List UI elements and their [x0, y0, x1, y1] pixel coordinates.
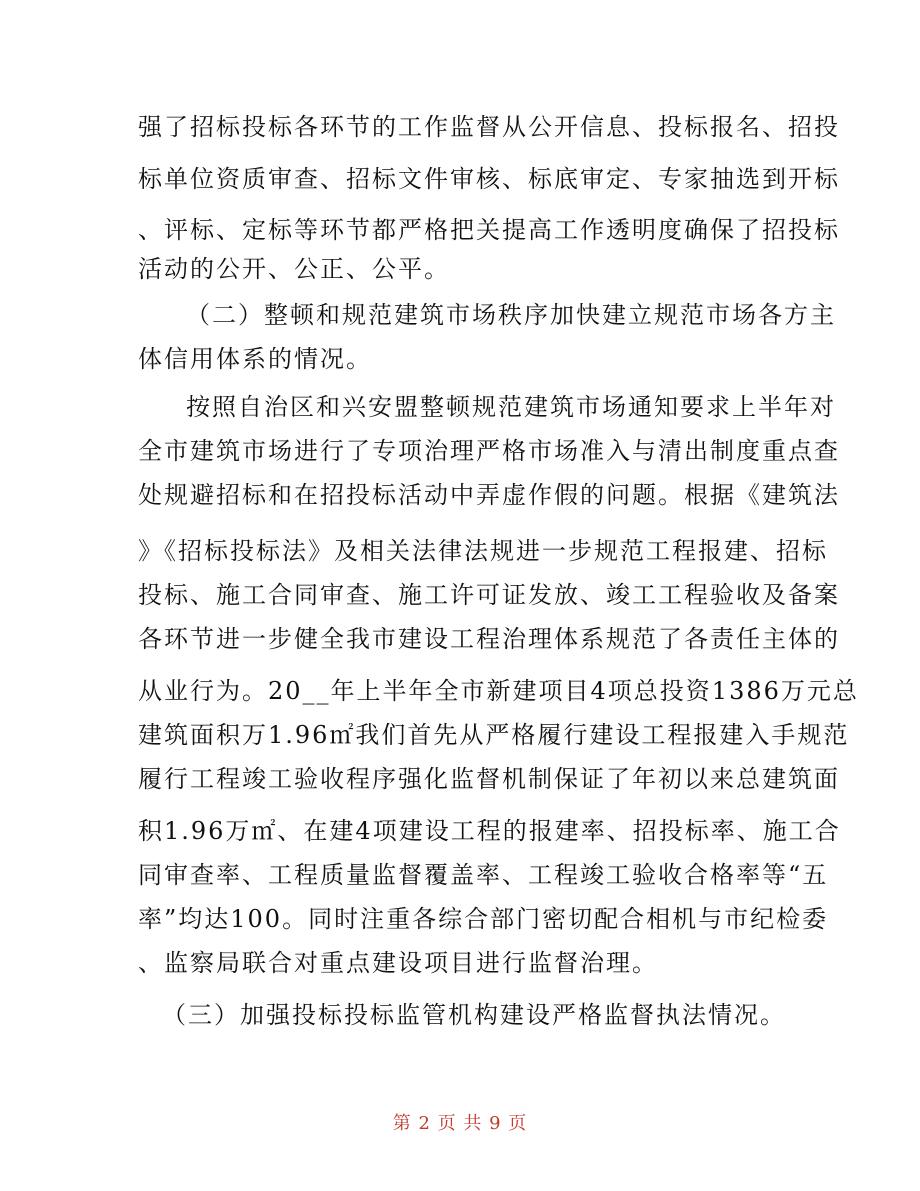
- body-line: 全市建筑市场进行了专项治理严格市场准入与清出制度重点查: [138, 437, 840, 465]
- body-line: 同审查率、工程质量监督覆盖率、工程竣工验收合格率等“五: [138, 861, 829, 889]
- body-line: 各环节进一步健全我市建设工程治理体系规范了各责任主体的: [138, 625, 840, 653]
- section-heading-line: （二）整顿和规范建筑市场秩序加快建立规范市场各方主: [186, 301, 836, 329]
- page-number-footer: 第 2 页 共 9 页: [392, 1113, 528, 1134]
- body-line: 活动的公开、公正、公平。: [138, 255, 450, 283]
- section-heading-line: （三）加强投标投标监管机构建设严格监督执法情况。: [162, 1001, 786, 1029]
- body-line: 、监察局联合对重点建设项目进行监督治理。: [138, 949, 658, 977]
- body-line: 率”均达100。同时注重各综合部门密切配合相机与市纪检委: [138, 905, 829, 933]
- body-line: 履行工程竣工验收程序强化监督机制保证了年初以来总建筑面: [138, 765, 840, 793]
- body-line: 、评标、定标等环节都严格把关提高工作透明度确保了招投标: [138, 216, 840, 244]
- body-line: 建筑面积万1.96㎡我们首先从严格履行建设工程报建入手规范: [138, 721, 850, 749]
- body-line: 强了招标投标各环节的工作监督从公开信息、投标报名、招投: [138, 113, 840, 141]
- body-line: 积1.96万㎡、在建4项建设工程的报建率、招投标率、施工合: [138, 817, 841, 845]
- body-line: 标单位资质审查、招标文件审核、标底审定、专家抽选到开标: [138, 165, 840, 193]
- body-line: 处规避招标和在招投标活动中弄虚作假的问题。根据《建筑法: [138, 481, 840, 509]
- body-line: 按照自治区和兴安盟整顿规范建筑市场通知要求上半年对: [186, 393, 836, 421]
- body-line: 投标、施工合同审查、施工许可证发放、竣工工程验收及备案: [138, 581, 840, 609]
- section-heading-line: 体信用体系的情况。: [138, 345, 372, 373]
- body-line: 》《招标投标法》及相关法律法规进一步规范工程报建、招标: [138, 537, 828, 565]
- body-line: 从业行为。20__年上半年全市新建项目4项总投资1386万元总: [138, 677, 859, 705]
